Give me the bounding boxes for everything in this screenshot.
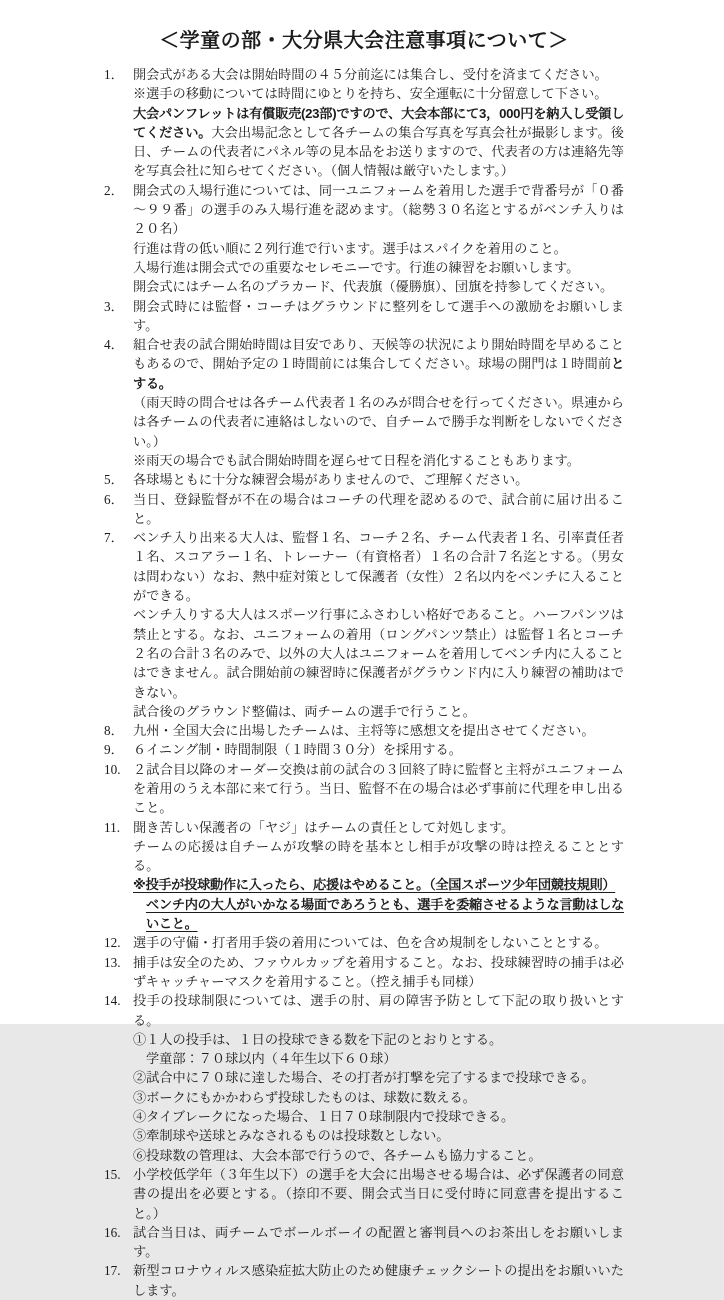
text-run: 試合後のグラウンド整備は、両チームの選手で行うこと。: [133, 703, 476, 719]
item-number: 8．: [104, 723, 124, 739]
item-content: [133, 760, 624, 818]
text-run: 当日、登録監督が不在の場合はコーチの代理を認めるので、試合前に届け出ること。: [133, 491, 624, 526]
list-item: [104, 1261, 624, 1300]
text-run: ⑤牽制球や送球とみなされるものは投球数としない。: [133, 1128, 450, 1144]
text-run: （雨天時の問合せは各チーム代表者１名のみが問合せを行ってください。県連からは各チームの代表者に連絡はしないので、自チームで勝手な判断をしないでください。）: [133, 395, 624, 449]
text-run: ※選手の移動については時間にゆとりを持ち、安全運転に十分留意して下さい。: [133, 86, 608, 102]
list-item: [104, 740, 624, 759]
item-paragraph: [133, 740, 624, 759]
emphasized-text-run: ベンチ内の大人がいかなる場面であろうとも、選手を委縮させるような言動はしないこと。: [146, 896, 624, 932]
text-run: 開会式時には監督・コーチはグラウンドに整列をして選手への激励をお願いします。: [133, 298, 624, 333]
item-paragraph: [133, 297, 624, 336]
item-content: [133, 1165, 624, 1223]
item-paragraph: [133, 760, 624, 818]
text-run: 小学校低学年（３年生以下）の選手を大会に出場させる場合は、必ず保護者の同意書の提出を必要とする。（捺印不要、開会式当日に受付時に同意書を提出すること。）: [133, 1166, 624, 1221]
item-paragraph: [133, 1049, 624, 1068]
list-item: [104, 528, 624, 721]
list-item: [104, 721, 624, 740]
item-content: [133, 528, 624, 721]
item-paragraph: [133, 1261, 624, 1300]
item-paragraph: [133, 65, 624, 84]
text-run: 選手の守備・打者用手袋の着用については、色を含め規制をしないこととする。: [133, 935, 608, 951]
item-content: [133, 297, 624, 336]
item-paragraph: [133, 335, 624, 393]
text-run: 行進は背の低い順に２列行進で行います。選手はスパイクを着用のこと。: [133, 240, 567, 256]
item-content: [133, 818, 624, 934]
emphasized-text-run: ※投手が投球動作に入ったら、応援はやめること。（全国スポーツ少年団競技規則）: [133, 877, 616, 893]
item-number: 1．: [104, 67, 124, 82]
list-item: [104, 1165, 624, 1223]
text-run: 開会式にはチーム名のプラカード、代表旗（優勝旗）、団旗を持参してください。: [133, 279, 614, 295]
item-number: 2．: [104, 182, 124, 198]
text-run: 新型コロナウィルス感染症拡大防止のため健康チェックシートの提出をお願いいたします。: [133, 1263, 624, 1298]
list-item: [104, 335, 624, 470]
list-item: [104, 65, 624, 181]
item-number: 10.: [104, 761, 121, 777]
item-number: 12.: [104, 935, 121, 951]
item-content: [133, 740, 624, 759]
page-title: ＜学童の部・大分県大会注意事項について＞: [159, 30, 569, 52]
text-run: 投手の投球制限については、選手の肘、肩の障害予防として下記の取り扱いとする。: [133, 993, 624, 1028]
item-paragraph: [133, 104, 624, 181]
item-paragraph: [133, 470, 624, 489]
item-paragraph: [133, 181, 624, 239]
item-number: 4．: [104, 337, 124, 353]
item-paragraph: [133, 1146, 624, 1165]
list-item: [104, 490, 624, 529]
item-content: [133, 721, 624, 740]
list-item: [104, 953, 624, 992]
text-run: 試合当日は、両チームでボールボーイの配置と審判員へのお茶出しをお願いします。: [133, 1224, 624, 1260]
emphasized-text-run: 大会パンフレットは有償販売(23部)ですので、大会本部にて3，000円を納入し受領してください。: [133, 105, 624, 140]
item-paragraph: [133, 991, 624, 1030]
item-paragraph: [133, 1030, 624, 1049]
items-list: [104, 65, 624, 1300]
item-paragraph: [133, 239, 624, 258]
text-run: 開会式の入場行進については、同一ユニフォームを着用した選手で背番号が「０番～９９番」の選手のみ入場行進を認めます。（総勢３０名迄とするがベンチ入りは２０名）: [133, 182, 624, 237]
item-paragraph: [133, 490, 624, 529]
item-paragraph: [133, 933, 624, 952]
item-content: [133, 65, 624, 181]
list-item: [104, 297, 624, 336]
item-number: 7．: [104, 530, 124, 546]
item-paragraph: [133, 1088, 624, 1107]
item-paragraph: [133, 528, 624, 605]
item-content: [133, 470, 624, 489]
list-item: [104, 991, 624, 1165]
list-item: [104, 470, 624, 489]
text-run: 大会出場記念として各チームの集合写真を写真会社が撮影します。後日、チームの代表者にパネル等の見本品をお送りますので、代表者の方は連絡先等を写真会社に知らせてください。（個人情報は厳守いたします。）: [133, 124, 624, 179]
text-run: ベンチ入り出来る大人は、監督１名、コーチ２名、チーム代表者１名、引率責任者１名、スコアラー１名、トレーナー（有資格者）１名の合計７名迄とする。（男女は問わない）なお、熱中症対策として保護者（女性）２名以内をベンチに入ることができる。: [133, 530, 624, 604]
list-item: [104, 933, 624, 952]
item-paragraph: [133, 393, 624, 451]
text-run: ２試合目以降のオーダー交換は前の試合の３回終了時に監督と主将がユニフォームを着用のうえ本部に来て行う。当日、監督不在の場合は必ず事前に代理を申し出ること。: [133, 761, 624, 816]
item-number: 3．: [104, 298, 124, 314]
text-run: 学童部：７０球以内（４年生以下６０球）: [146, 1051, 397, 1067]
text-run: 入場行進は開会式での重要なセレモニーです。行進の練習をお願いします。: [133, 259, 580, 275]
text-run: ⑥投球数の管理は、大会本部で行うので、各チームも協力すること。: [133, 1147, 542, 1163]
item-paragraph: [133, 277, 624, 296]
item-content: [133, 335, 624, 470]
item-number: 16.: [104, 1224, 121, 1240]
text-run: ③ボークにもかかわらず投球したものは、球数に数える。: [133, 1089, 476, 1105]
text-run: 開会式がある大会は開始時間の４５分前迄には集合し、受付を済まてください。: [133, 67, 608, 82]
item-number: 11.: [104, 819, 120, 835]
text-run: 聞き苦しい保護者の「ヤジ」はチームの責任として対処します。: [133, 819, 515, 835]
item-paragraph: [133, 895, 624, 934]
item-paragraph: [133, 1223, 624, 1262]
item-number: 6．: [104, 491, 124, 507]
text-run: ※雨天の場合でも試合開始時間を遅らせて日程を消化することもあります。: [133, 452, 580, 468]
item-paragraph: [133, 1126, 624, 1145]
item-content: [133, 1261, 624, 1300]
item-content: [133, 490, 624, 529]
item-paragraph: [133, 1107, 624, 1126]
text-run: ②試合中に７０球に達した場合、その打者が打撃を完了するまで投球できる。: [133, 1070, 595, 1086]
text-run: 九州・全国大会に出場したチームは、主将等に感想文を提出させてください。: [133, 723, 595, 739]
text-run: 捕手は安全のため、ファウルカップを着用すること。なお、投球練習時の捕手は必ずキャッチャーマスクを着用すること。（控え捕手も同様）: [133, 954, 624, 989]
text-run: ベンチ入りする大人はスポーツ行事にふさわしい格好であること。ハーフパンツは禁止とする。なお、ユニフォームの着用（ロングパンツ禁止）は監督１名とコーチ２名の合計３名のみで、以外の大人はユニフォームを着用してベンチ内に入ることはできません。試合開始前の練習時に保護者がグラウンド内に入り練習の補助はできない。: [133, 607, 624, 700]
text-run: ①１人の投手は、１日の投球できる数を下記のとおりとする。: [133, 1031, 503, 1047]
item-content: [133, 953, 624, 992]
item-paragraph: [133, 258, 624, 277]
item-paragraph: [133, 953, 624, 992]
item-content: [133, 1223, 624, 1262]
item-paragraph: [133, 605, 624, 701]
item-paragraph: [133, 84, 624, 103]
list-item: [104, 1223, 624, 1262]
item-content: [133, 181, 624, 297]
item-paragraph: [133, 721, 624, 740]
item-paragraph: [133, 451, 624, 470]
text-run: 組合せ表の試合開始時間は目安であり、天候等の状況により開始時間を早めることもあるので、開始予定の１時間前には集合してください。球場の開門は１時間前: [133, 337, 624, 372]
item-paragraph: [133, 818, 624, 837]
text-run: チームの応援は自チームが攻撃の時を基本とし相手が攻撃の時は控えることとする。: [133, 838, 624, 874]
text-run: ④タイブレークになった場合、１日７０球制限内で投球できる。: [133, 1109, 515, 1125]
item-number: 5．: [104, 472, 124, 488]
item-number: 13.: [104, 954, 121, 970]
item-number: 15.: [104, 1166, 121, 1182]
list-item: [104, 181, 624, 297]
emphasized-text-run: とする。: [133, 356, 624, 391]
item-paragraph: [133, 875, 624, 894]
item-number: 17.: [104, 1263, 121, 1279]
item-paragraph: [133, 1165, 624, 1223]
item-content: [133, 991, 624, 1165]
item-content: [133, 933, 624, 952]
text-run: ６イニング制・時間制限（１時間３０分）を採用する。: [133, 742, 462, 758]
item-number: 14.: [104, 993, 121, 1009]
item-number: 9．: [104, 742, 124, 758]
list-item: [104, 818, 624, 934]
item-paragraph: [133, 702, 624, 721]
text-run: 各球場ともに十分な練習会場がありませんので、ご理解ください。: [133, 472, 529, 488]
item-paragraph: [133, 1068, 624, 1087]
item-paragraph: [133, 837, 624, 876]
list-item: [104, 760, 624, 818]
